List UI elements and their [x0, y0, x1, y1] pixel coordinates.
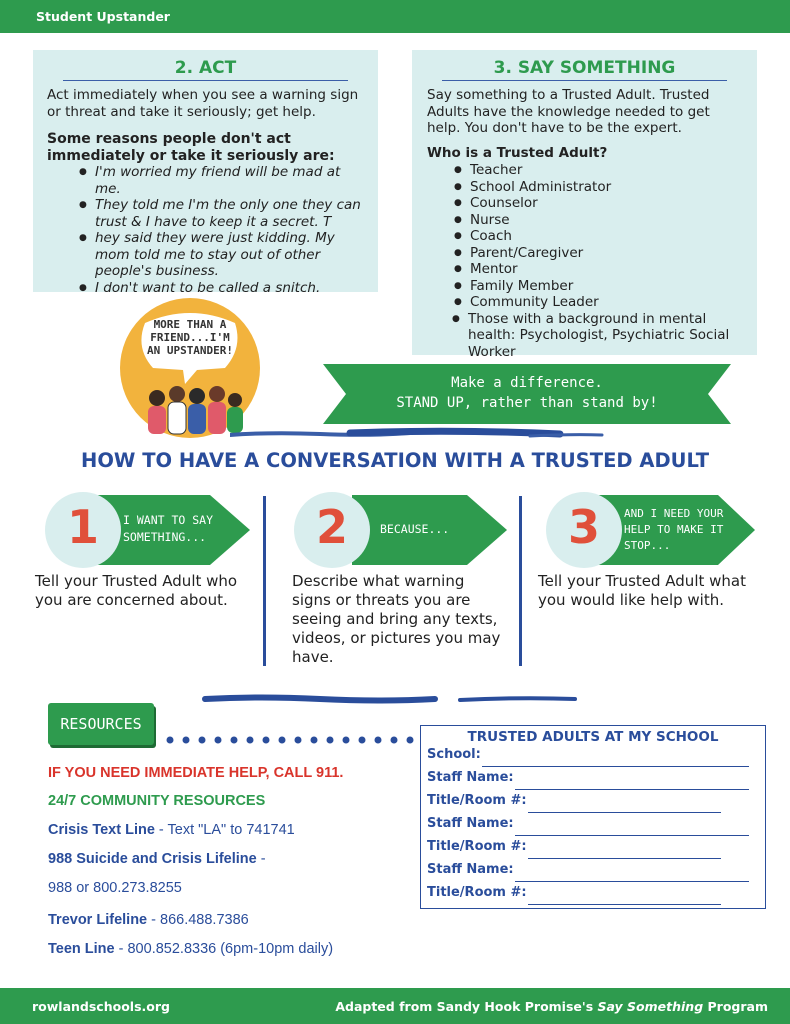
step-3-arrow-text: AND I NEED YOUR HELP TO MAKE IT STOP... [624, 507, 724, 552]
trusted-adults-form [420, 725, 766, 909]
step-2 [292, 490, 512, 666]
teen-line [48, 941, 333, 957]
banner-shape [323, 364, 731, 424]
footer-bar [0, 988, 790, 1024]
list-item: ● hey said they were just kidding. My mom told me to stay out of other people's business. [95, 230, 366, 280]
room-label: Title/Room #: [427, 839, 527, 854]
conversation-title: HOW TO HAVE A CONVERSATION WITH A TRUSTED ADULT [81, 449, 709, 472]
credit-title: Say Something [597, 999, 704, 1014]
room-label: Title/Room #: [427, 885, 527, 900]
crisis-name: Crisis Text Line [48, 822, 155, 838]
school-label: School: [427, 747, 481, 762]
resources-label [48, 703, 154, 745]
resources-label-text: RESOURCES [60, 715, 142, 733]
list-item: ● Mentor [470, 261, 745, 278]
step-3 [538, 490, 768, 609]
teen-detail: - 800.852.8336 (6pm-10pm daily) [114, 941, 334, 957]
say-intro: Say something to a Trusted Adult. Trusted Adults have the knowledge needed to get help. You don't have to be the expert. [427, 87, 710, 136]
title-room-field[interactable] [427, 793, 721, 816]
say-heading: 3. SAY SOMETHING [493, 58, 676, 78]
header-bar [0, 0, 790, 33]
title-room-field[interactable] [427, 885, 721, 908]
stand-up-banner [323, 364, 731, 424]
form-title: TRUSTED ADULTS AT MY SCHOOL [467, 729, 719, 745]
act-reasons-heading: Some reasons people don't act immediately or take it seriously are: [47, 131, 335, 164]
staff-name-field[interactable] [427, 862, 749, 885]
list-item: ● School Administrator [470, 179, 745, 196]
room-label: Title/Room #: [427, 793, 527, 808]
trevor-detail: - 866.488.7386 [147, 912, 249, 928]
step-2-arrow-text: BECAUSE... [380, 522, 450, 536]
step-1-text: Tell your Trusted Adult who you are concerned about. [35, 572, 238, 609]
act-heading: 2. ACT [174, 58, 237, 78]
step-3-text: Tell your Trusted Adult what you would like help with. [538, 572, 746, 609]
trevor-name: Trevor Lifeline [48, 912, 148, 928]
list-item: ● I don't want to be called a snitch. [95, 280, 366, 297]
school-blank[interactable] [482, 747, 749, 767]
room-blank[interactable] [528, 839, 721, 859]
title-room-field[interactable] [427, 839, 721, 862]
lifeline-separator: - [256, 851, 266, 867]
credit-suffix: Program [703, 999, 768, 1014]
banner-line2: STAND UP, rather than stand by! [396, 395, 658, 411]
community-heading: 24/7 COMMUNITY RESOURCES [48, 793, 266, 809]
lifeline-numbers [48, 880, 182, 896]
lifeline-numbers-text: 988 or 800.273.8255 [48, 880, 182, 896]
step-divider [519, 496, 522, 666]
list-item: ● Community Leader [470, 294, 745, 311]
list-item: ● I'm worried my friend will be mad at me. [95, 164, 366, 197]
trusted-adult-list [448, 162, 745, 360]
room-blank[interactable] [528, 793, 721, 813]
school-field[interactable] [427, 747, 749, 770]
list-item: ● Family Member [470, 278, 745, 295]
step-1-number: 1 [66, 500, 99, 554]
list-item: ● Nurse [470, 212, 745, 229]
crisis-text-line [48, 822, 295, 838]
room-blank[interactable] [528, 885, 721, 905]
suicide-lifeline [48, 851, 266, 867]
credit-prefix: Adapted from Sandy Hook Promise's [335, 999, 598, 1014]
upstander-badge [115, 298, 265, 443]
trevor-lifeline [48, 912, 249, 928]
footer-credit [335, 999, 768, 1014]
emergency-line: IF YOU NEED IMMEDIATE HELP, CALL 911. [48, 765, 344, 781]
step-1-arrow-text: I WANT TO SAY SOMETHING... [123, 513, 214, 544]
list-item: ● Parent/Caregiver [470, 245, 745, 262]
staff-blank[interactable] [515, 816, 749, 836]
act-intro: Act immediately when you see a warning sign or threat and take it seriously; get help. [47, 87, 359, 120]
footer-site: rowlandschools.org [32, 999, 170, 1014]
act-heading-rule [63, 80, 348, 81]
list-item: ● Coach [470, 228, 745, 245]
say-heading-rule [442, 80, 727, 81]
act-panel [33, 50, 378, 296]
step-1 [35, 490, 260, 609]
step-divider [263, 496, 266, 666]
banner-line1: Make a difference. [451, 375, 603, 391]
teen-name: Teen Line [48, 941, 115, 957]
brush-stroke-top [230, 426, 610, 442]
list-item: ● Counselor [470, 195, 745, 212]
who-heading: Who is a Trusted Adult? [427, 144, 608, 161]
header-title: Student Upstander [36, 9, 170, 24]
staff-label: Staff Name: [427, 816, 514, 831]
badge-text: MORE THAN A FRIEND...I'M AN UPSTANDER! [146, 318, 234, 357]
step-3-number: 3 [567, 500, 600, 554]
brush-stroke-middle [200, 692, 580, 706]
step-2-text: Describe what warning signs or threats you are seeing and bring any texts, videos, or pictures you may have. [292, 572, 501, 666]
list-item: ● They told me I'm the only one they can trust & I have to keep it a secret. T [95, 197, 366, 230]
staff-label: Staff Name: [427, 862, 514, 877]
dotted-leader [165, 735, 415, 745]
staff-name-field[interactable] [427, 816, 749, 839]
step-2-number: 2 [315, 500, 348, 554]
say-something-panel [412, 50, 757, 360]
list-item: ● Those with a background in mental health: Psychologist, Psychiatric Social Worker [468, 311, 745, 361]
act-reasons-list [73, 164, 366, 296]
lifeline-name: 988 Suicide and Crisis Lifeline [48, 851, 257, 867]
staff-blank[interactable] [515, 770, 749, 790]
crisis-detail: - Text "LA" to 741741 [154, 822, 295, 838]
staff-name-field[interactable] [427, 770, 749, 793]
staff-label: Staff Name: [427, 770, 514, 785]
staff-blank[interactable] [515, 862, 749, 882]
list-item: ● Teacher [470, 162, 745, 179]
